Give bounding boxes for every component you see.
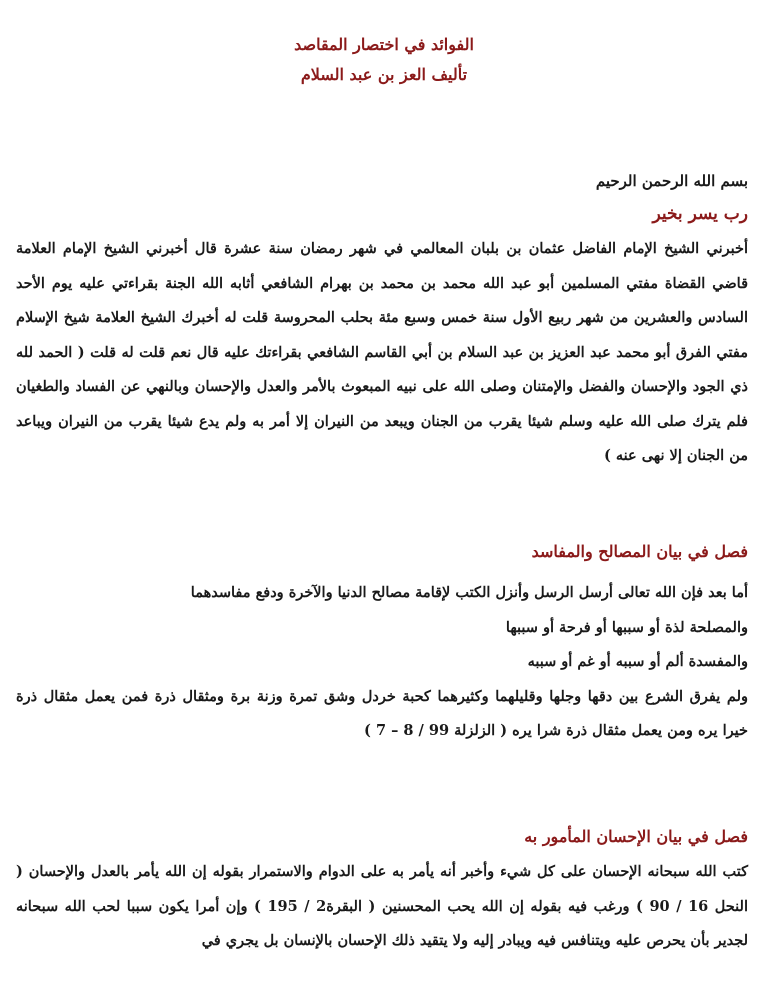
section-body-interests (16, 576, 748, 749)
book-title-block (0, 30, 768, 90)
section1-line: والمصلحة لذة أو سببها أو فرحة أو سببها (505, 618, 748, 636)
section-heading-interests: فصل في بيان المصالح والمفاسد (531, 542, 748, 561)
section1-line: أما بعد فإن الله تعالى أرسل الرسل وأنزل الكتب لإقامة مصالح الدنيا والآخرة ودفع مفاسدهما (190, 584, 748, 601)
section-body-ihsan: كتب الله سبحانه الإحسان على كل شيء وأخبر أنه يأمر به على الدوام والاستمرار بقوله إن الله يأمر بالعدل والإحسان ( النحل 16 / 90 ) ورغب فيه بقوله إن الله يحب المحسنين ( البقرة2 / 195 ) وإن أمرا يكون سببا لحب الله سبحانه لجدير بأن يحرص عليه ويتنافس فيه ويبادر إليه ولا يتقيد ذلك الإحسان بالإنسان بل يجري في (16, 863, 748, 949)
intro-heading: رب يسر بخير (652, 204, 748, 224)
intro-paragraph: أخبرني الشيخ الإمام الفاضل عثمان بن بلبان المعالمي في شهر رمضان سنة عشرة قال أخبرني الشيخ الإمام العلامة قاضي القضاة مفتي المسلمين أبو عبد الله محمد بن محمد بن بهرام الشافعي أثابه الله الجنة بقراءتي عليه يوم الأحد السادس والعشرين من شهر ربيع الأول سنة خمس وسبع مئة بحلب المحروسة قلت له أخبرك الشيخ العلامة شيخ الإسلام مفتي الفرق أبو محمد عبد العزيز بن عبد السلام بن أبي القاسم الشافعي بقراءتك عليه قال نعم قلت له قلت ( الحمد لله ذي الجود والإحسان والفضل والإمتنان وصلى الله على نبيه المبعوث بالأمر والعدل والإحسان وبالنهي عن الفساد والطغيان فلم يترك صلى الله عليه وسلم شيئا يقرب من الجنان ويبعد من النيران إلا أمر به ولم يدع شيئا يقرب من النيران ويباعد من الجنان إلا نهى عنه ) (16, 240, 748, 464)
section1-paragraph: ولم يفرق الشرع بين دقها وجلها وقليلهما وكثيرهما كحبة خردل وشق تمرة وزنة برة ومثقال ذرة فمن يعمل مثقال ذرة خيرا يره ومن يعمل مثقال ذرة شرا يره ( الزلزلة 99 / 8 – 7 ) (16, 687, 748, 739)
book-author: تأليف العز بن عبد السلام (300, 65, 468, 84)
section-heading-ihsan: فصل في بيان الإحسان المأمور به (524, 827, 748, 846)
book-title: الفوائد في اختصار المقاصد (294, 35, 474, 54)
basmala: بسم الله الرحمن الرحيم (595, 172, 748, 190)
section1-line: والمفسدة ألم أو سببه أو غم أو سببه (527, 653, 748, 670)
